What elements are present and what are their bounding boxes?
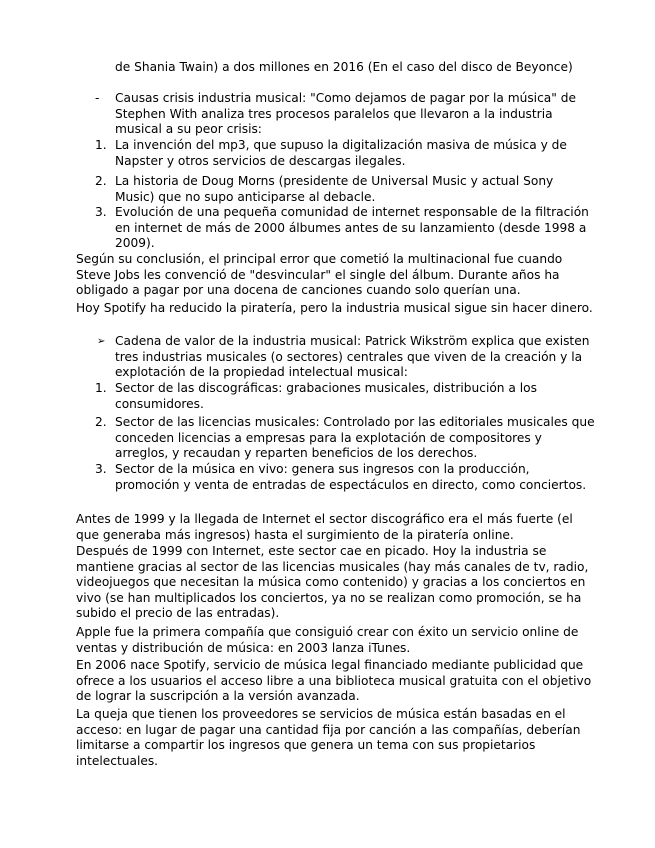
arrow-bullet-icon: ➢: [97, 336, 106, 347]
paragraph: Hoy Spotify ha reducido la piratería, pero la industria musical sigue sin hacer dinero.: [76, 301, 593, 315]
paragraph: La queja que tienen los proveedores se servicios de música están basadas en el acceso: en lugar de pagar una cantidad fija por canción a las compañías, deberían limitarse a compartir los ingresos que genera un tema con sus propietarios intelectuales.: [76, 707, 581, 768]
continuation-text: de Shania Twain) a dos millones en 2016 (En el caso del disco de Beyonce): [115, 60, 573, 74]
list-item-text: La historia de Doug Morns (presidente de Universal Music y actual Sony Music) que no supo anticiparse al debacle.: [115, 174, 554, 204]
list-item-text: Evolución de una pequeña comunidad de internet responsable de la filtración en internet de más de 2000 álbumes antes de su lanzamiento (desde 1998 a 2009).: [115, 205, 589, 251]
paragraph: Antes de 1999 y la llegada de Internet el sector discográfico era el más fuerte (el que generaba más ingresos) hasta el surgimiento de la piratería online.: [76, 512, 573, 542]
list-number: 3.: [95, 205, 107, 219]
list-number: 2.: [95, 174, 107, 188]
list-item-text: Sector de las discográficas: grabaciones musicales, distribución a los consumidores.: [115, 381, 537, 411]
list-item-text: Sector de las licencias musicales: Controlado por las editoriales musicales que conceden licencias a empresas para la explotación de compositores y arreglos, y recaudan y reparten beneficios de los derechos.: [115, 415, 595, 461]
paragraph: Después de 1999 con Internet, este sector cae en picado. Hoy la industria se mantiene gracias al sector de las licencias musicales (hay más canales de tv, radio, videojuegos que necesitan la música como contenido) y gracias a los conciertos en vivo (se han multiplicados los conciertos, ya no se realizan como promoción, se ha subido el precio de las entradas).: [76, 544, 589, 621]
list-number: 1.: [95, 381, 107, 395]
dash-item-text: Causas crisis industria musical: "Como dejamos de pagar por la música" de Stephen With analiza tres procesos paralelos que llevaron a la industria musical a su peor crisis:: [115, 91, 576, 137]
list-item-text: La invención del mp3, que supuso la digitalización masiva de música y de Napster y otros servicios de descargas ilegales.: [115, 138, 567, 168]
list-number: 1.: [95, 138, 107, 152]
list-number: 3.: [95, 462, 107, 476]
paragraph: Según su conclusión, el principal error que cometió la multinacional fue cuando Steve Jobs les convenció de "desvincular" el single del álbum. Durante años ha obligado a pagar por una docena de canciones cuando solo querían una.: [76, 252, 563, 298]
list-item-text: Sector de la música en vivo: genera sus ingresos con la producción, promoción y venta de entradas de espectáculos en directo, como conciertos.: [115, 462, 587, 492]
arrow-item-text: Cadena de valor de la industria musical: Patrick Wikström explica que existen tres industrias musicales (o sectores) centrales que viven de la creación y la explotación de la propiedad intelectual musical:: [115, 334, 590, 380]
list-number: 2.: [95, 415, 107, 429]
paragraph: En 2006 nace Spotify, servicio de música legal financiado mediante publicidad que ofrece a los usuarios el acceso libre a una biblioteca musical gratuita con el objetivo de lograr la suscripción a la versión avanzada.: [76, 658, 592, 704]
dash-bullet: -: [95, 91, 100, 105]
paragraph: Apple fue la primera compañía que consiguió crear con éxito un servicio online de ventas y distribución de música: en 2003 lanza iTunes.: [76, 625, 579, 655]
